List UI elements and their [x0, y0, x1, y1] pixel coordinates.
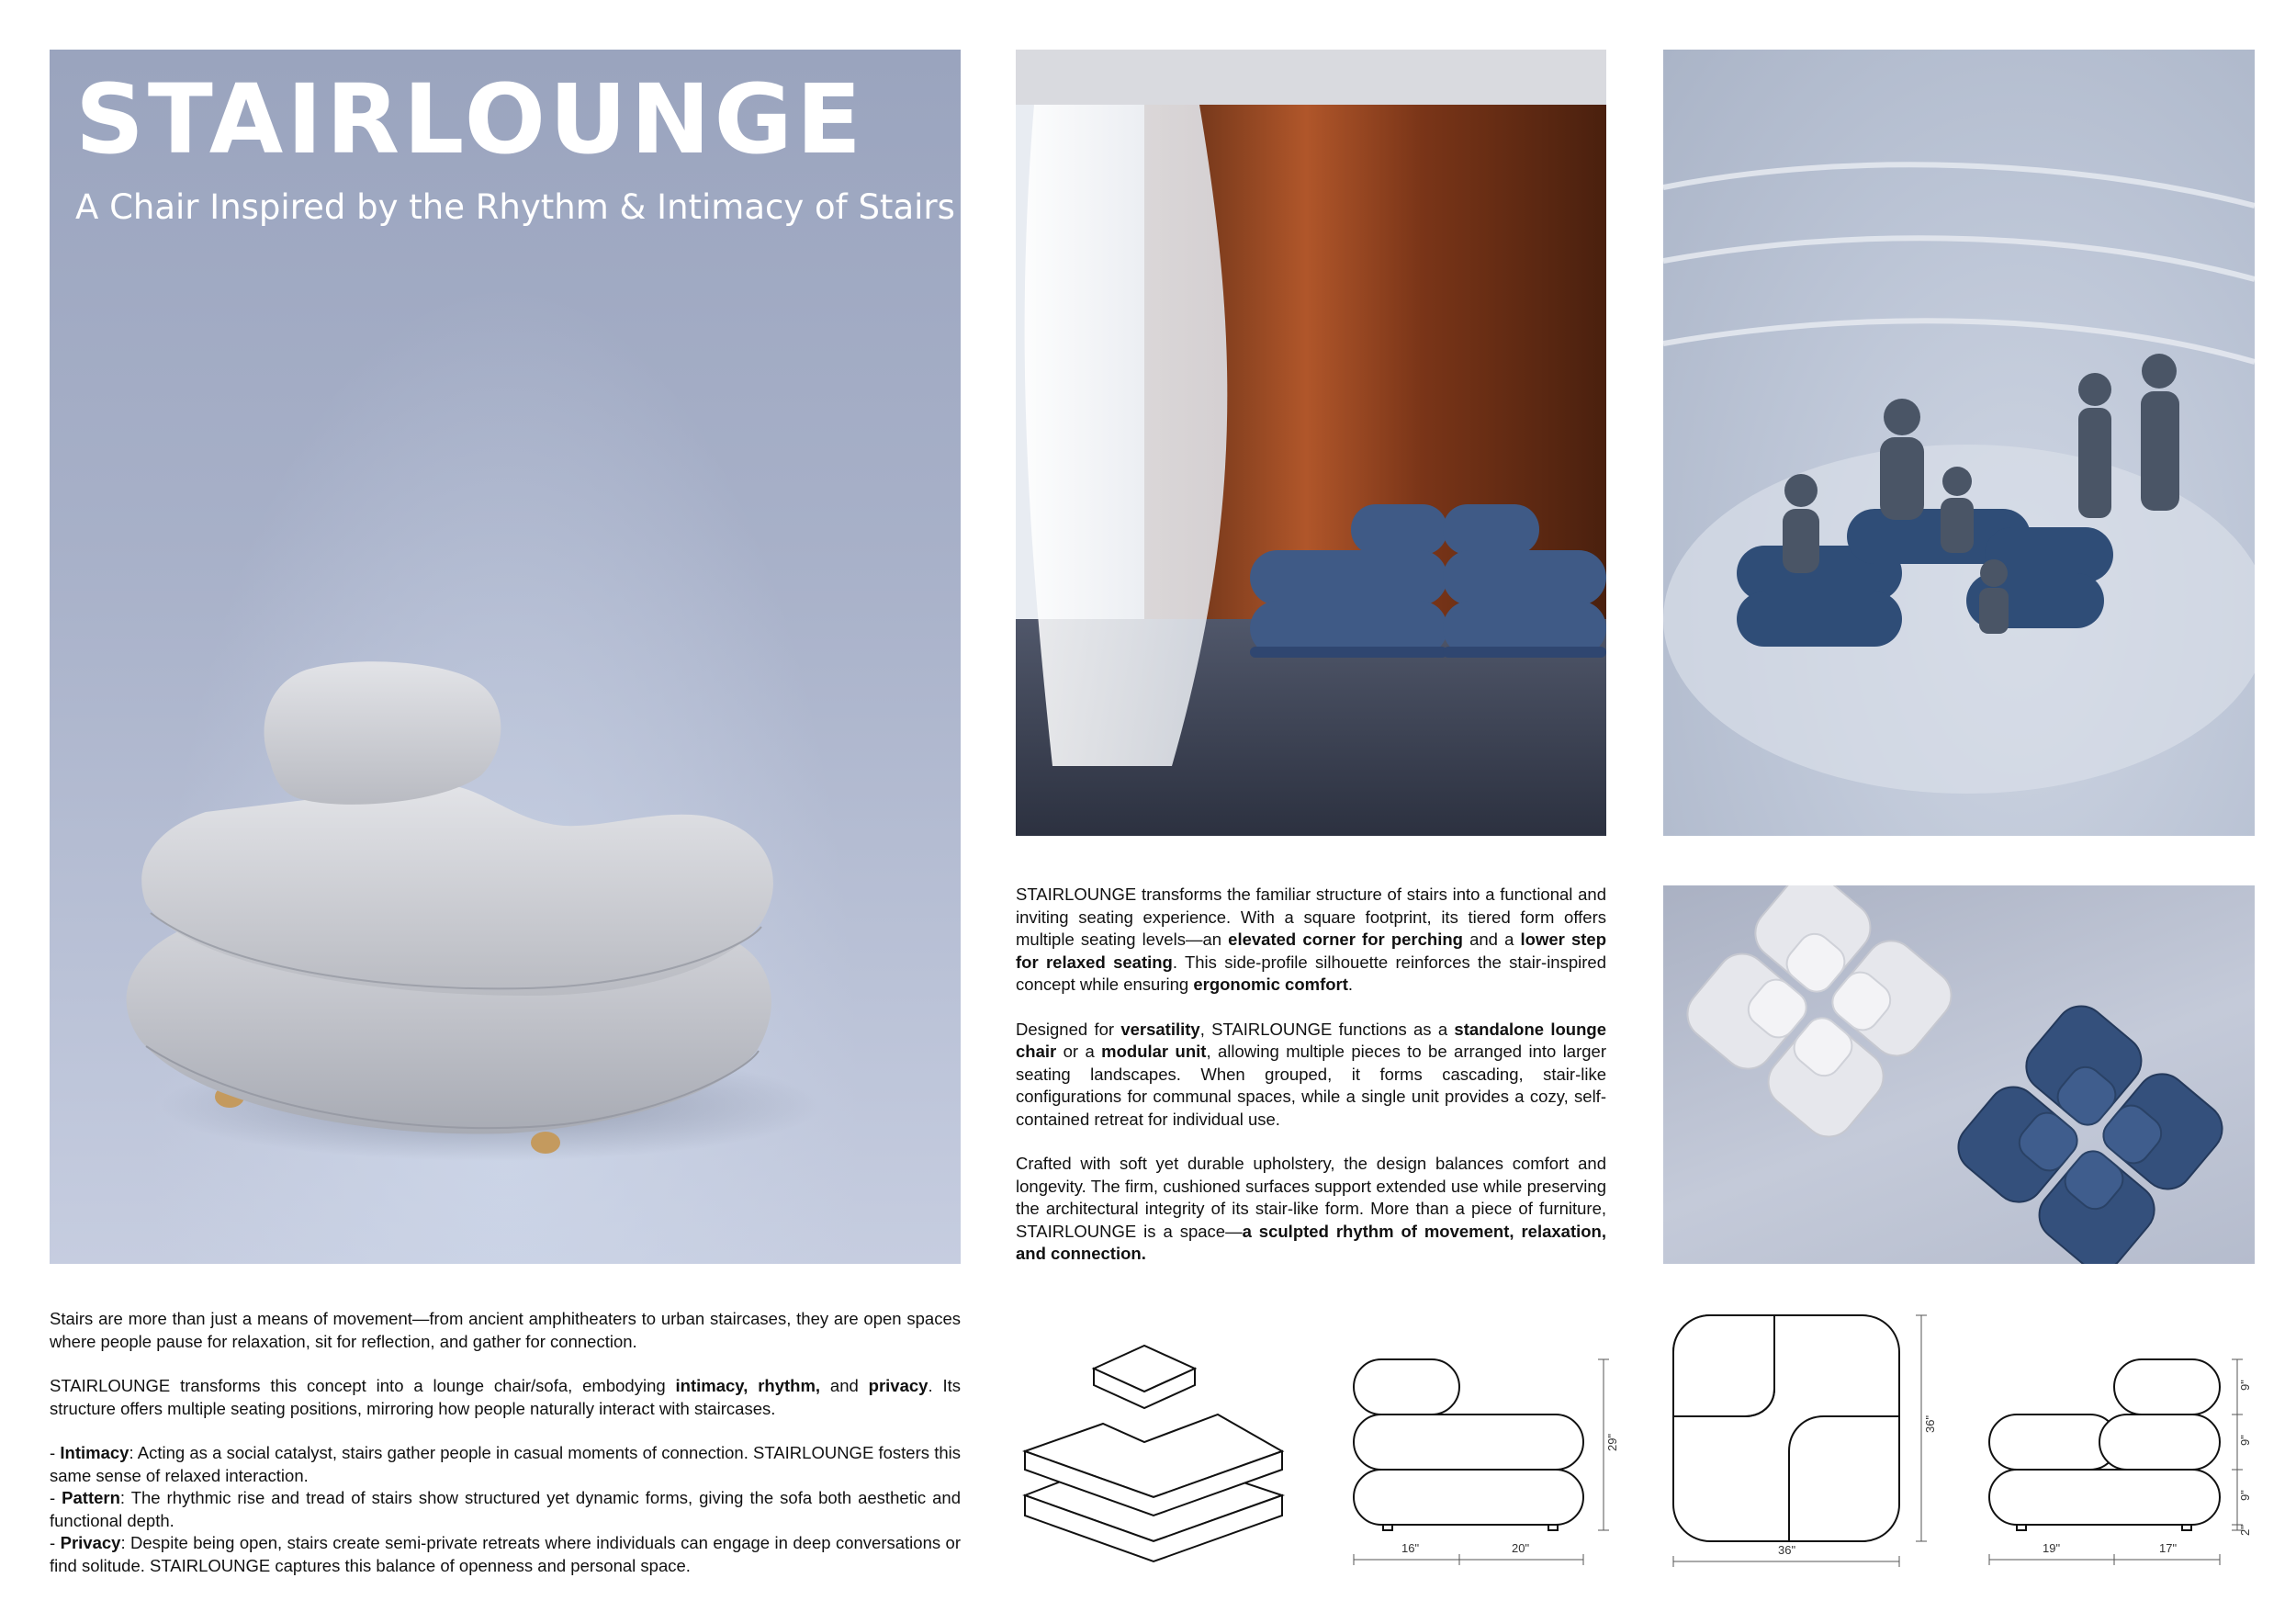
dim-front-h2: 9" — [2238, 1435, 2252, 1446]
text-run: , allowing multiple pieces to be arranged into larger seating landscapes. When grouped, it forms cascading, stair-like configurations for communal spaces, while a single unit provides a cozy, self-contained retreat for individual use. — [1016, 1042, 1606, 1129]
description-paragraph — [1016, 1153, 1606, 1266]
dim-front-h1: 9" — [2238, 1380, 2252, 1391]
text-run: , STAIRLOUNGE functions as a — [1199, 1019, 1455, 1039]
intro-bullet-pattern — [50, 1487, 961, 1532]
page-subtitle: A Chair Inspired by the Rhythm & Intimacy of Stairs — [75, 187, 955, 227]
dim-side-width-b: 20" — [1512, 1541, 1530, 1555]
interior-scene-illustration — [1016, 50, 1606, 836]
drawings-canvas — [1016, 1295, 2256, 1598]
dim-plan-width: 36" — [1778, 1543, 1796, 1557]
text-run: - — [50, 1488, 62, 1507]
text-run: STAIRLOUNGE transforms this concept into a lounge chair/sofa, embodying — [50, 1376, 676, 1395]
text-run: : Acting as a social catalyst, stairs gather people in casual moments of connection. STAIRLOUNGE fosters this same sense of relaxed interaction. — [50, 1443, 961, 1485]
text-run: Designed for — [1016, 1019, 1121, 1039]
dim-side-width-a: 16" — [1401, 1541, 1420, 1555]
emphasized-text: ergonomic comfort — [1193, 975, 1348, 994]
text-run: : The rhythmic rise and tread of stairs show structured yet dynamic forms, giving the sofa both aesthetic and functional depth. — [50, 1488, 961, 1530]
amphitheater-render — [1663, 50, 2255, 836]
dim-front-width-a: 19" — [2043, 1541, 2061, 1555]
emphasized-text: Privacy — [60, 1533, 121, 1552]
hero-render — [50, 50, 961, 1264]
dim-front-h4: 2" — [2238, 1525, 2252, 1536]
intro-bullet-privacy — [50, 1532, 961, 1577]
text-run: : Despite being open, stairs create semi-private retreats where individuals can engage in deep conversations or find solitude. STAIRLOUNGE captures this balance of openness and personal space. — [50, 1533, 961, 1575]
amphitheater-scene-illustration — [1663, 50, 2255, 836]
top-view-illustration — [1663, 885, 2255, 1264]
emphasized-text: elevated corner for perching — [1228, 930, 1463, 949]
dim-front-h3: 9" — [2238, 1490, 2252, 1501]
emphasized-text: privacy — [868, 1376, 929, 1395]
side-elevation-drawing — [1354, 1359, 1583, 1530]
emphasized-text: standalone lounge chair — [1016, 1019, 1606, 1061]
text-run: . This side-profile silhouette reinforces the stair-inspired concept while ensuring — [1016, 952, 1606, 994]
concept-introduction — [50, 1308, 961, 1577]
emphasized-text: lower step for relaxed seating — [1016, 930, 1607, 972]
text-run: STAIRLOUNGE transforms the familiar structure of stairs into a functional and inviting seating experience. With a square footprint, its tiered form offers multiple seating levels—an — [1016, 885, 1606, 949]
design-description — [1016, 884, 1606, 1288]
emphasized-text: a sculpted rhythm of movement, relaxation, and connection. — [1016, 1221, 1607, 1263]
description-paragraph — [1016, 1019, 1606, 1132]
text-run: - — [50, 1443, 61, 1462]
text-run: . — [1347, 975, 1354, 994]
dim-front-width-b: 17" — [2159, 1541, 2178, 1555]
emphasized-text: Pattern — [62, 1488, 120, 1507]
text-run: - — [50, 1533, 61, 1552]
top-view-render — [1663, 885, 2255, 1264]
emphasized-text: Intimacy — [60, 1443, 129, 1462]
page-title: STAIRLOUNGE — [75, 63, 865, 175]
text-run: Stairs are more than just a means of movement—from ancient amphitheaters to urban staircases, they are open spaces where people pause for relaxation, sit for reflection, and gather for connection. — [50, 1309, 961, 1351]
dim-plan-depth: 36" — [1923, 1414, 1937, 1433]
intro-paragraph — [50, 1308, 961, 1353]
dim-side-height: 29" — [1605, 1433, 1619, 1451]
text-run: and — [820, 1376, 869, 1395]
emphasized-text: modular unit — [1101, 1042, 1207, 1061]
text-run: or a — [1056, 1042, 1102, 1061]
text-run: . Its structure offers multiple seating positions, mirroring how people naturally interact with staircases. — [50, 1376, 961, 1418]
emphasized-text: intimacy, rhythm, — [675, 1376, 821, 1395]
technical-drawings — [1016, 1295, 2256, 1598]
emphasized-text: versatility — [1120, 1019, 1200, 1039]
intro-bullet-intimacy — [50, 1442, 961, 1487]
text-run: Crafted with soft yet durable upholstery, the design balances comfort and longevity. The firm, cushioned surfaces support extended use while preserving the architectural integrity of its stair-like form. More than a piece of furniture, STAIRLOUNGE is a space— — [1016, 1154, 1606, 1241]
isometric-drawing — [1025, 1346, 1282, 1561]
plan-drawing — [1673, 1315, 1899, 1541]
hero-chair-illustration — [50, 50, 961, 1264]
description-paragraph — [1016, 884, 1606, 997]
intro-paragraph — [50, 1375, 961, 1420]
text-run: and a — [1462, 930, 1521, 949]
interior-render — [1016, 50, 1606, 836]
front-elevation-drawing — [1989, 1359, 2220, 1530]
